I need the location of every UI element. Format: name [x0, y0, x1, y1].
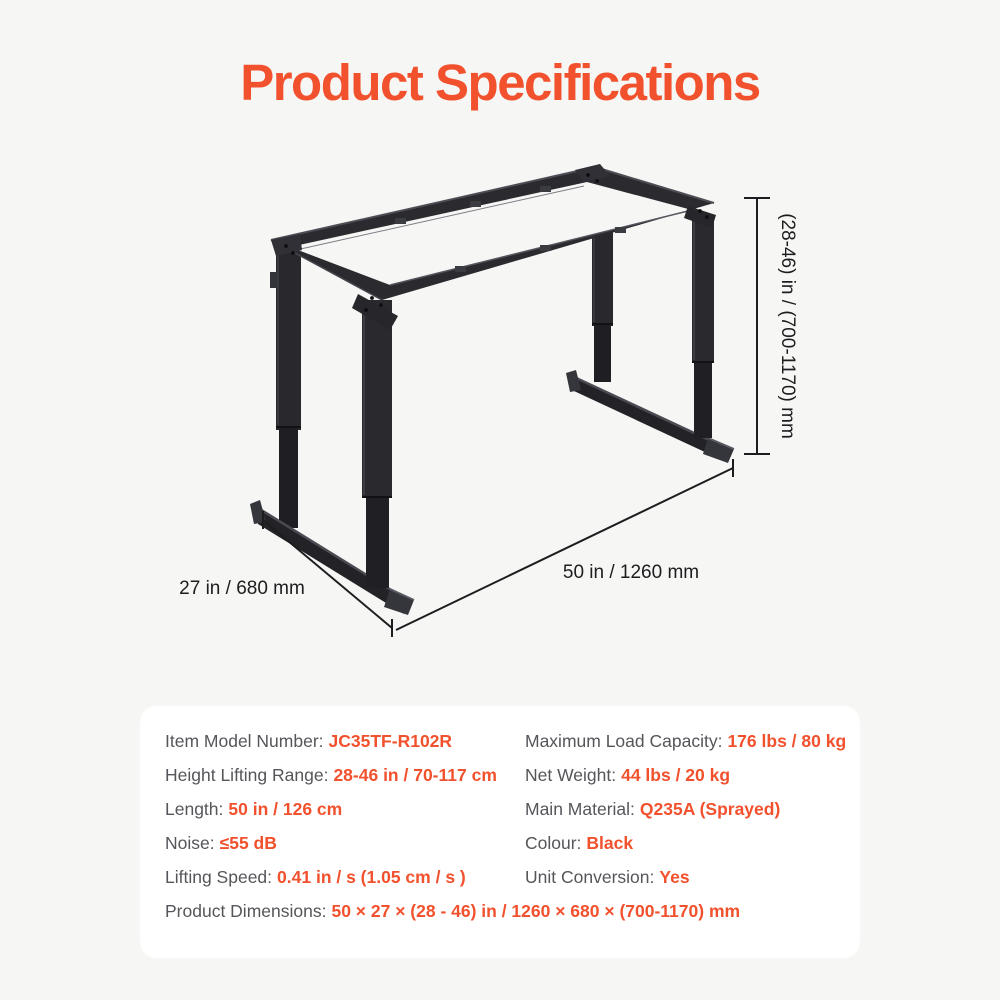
- spec-value: 0.41 in / s (1.05 cm / s ): [277, 867, 466, 887]
- front-right-leg: [692, 216, 714, 438]
- depth-dimension-label: 27 in / 680 mm: [179, 578, 305, 599]
- back-left-leg: [270, 250, 301, 528]
- length-dimension-label: 50 in / 1260 mm: [562, 562, 700, 583]
- length-dimension: [396, 459, 733, 630]
- spec-label: Maximum Load Capacity:: [525, 731, 723, 751]
- height-dimension-label: (28-46) in / (700-1170) mm: [776, 213, 798, 439]
- spec-value: 50 in / 126 cm: [228, 799, 343, 819]
- spec-value: 44 lbs / 20 kg: [621, 765, 731, 785]
- spec-max-load-capacity: [525, 724, 846, 758]
- spec-unit-conversion: [525, 860, 846, 894]
- spec-value: Yes: [659, 867, 690, 887]
- spec-label: Noise:: [165, 833, 215, 853]
- spec-label: Product Dimensions:: [165, 901, 327, 921]
- spec-label: Length:: [165, 799, 224, 819]
- desk-frame-illustration: [130, 140, 890, 660]
- spec-colour: [525, 826, 846, 860]
- height-dimension: [744, 198, 770, 454]
- spec-label: Item Model Number:: [165, 731, 324, 751]
- spec-product-dimensions: [165, 894, 846, 928]
- spec-item-model-number: [165, 724, 525, 758]
- spec-label: Lifting Speed:: [165, 867, 273, 887]
- spec-value: JC35TF-R102R: [328, 731, 453, 751]
- spec-value: ≤55 dB: [219, 833, 277, 853]
- spec-length: [165, 792, 525, 826]
- spec-label: Colour:: [525, 833, 582, 853]
- spec-height-lifting-range: [165, 758, 525, 792]
- front-left-leg: [362, 300, 392, 588]
- spec-value: Q235A (Sprayed): [639, 799, 781, 819]
- spec-label: Main Material:: [525, 799, 635, 819]
- spec-label: Unit Conversion:: [525, 867, 655, 887]
- spec-label: Height Lifting Range:: [165, 765, 329, 785]
- page-title: Product Specifications: [240, 54, 760, 111]
- specs-panel: [140, 706, 860, 958]
- spec-lifting-speed: [165, 860, 525, 894]
- spec-label: Net Weight:: [525, 765, 617, 785]
- spec-value: Black: [586, 833, 634, 853]
- spec-value: 28-46 in / 70-117 cm: [333, 765, 497, 785]
- spec-noise: [165, 826, 525, 860]
- spec-value: 50 × 27 × (28 - 46) in / 1260 × 680 × (700-1170) mm: [331, 901, 741, 921]
- spec-value: 176 lbs / 80 kg: [727, 731, 847, 751]
- spec-net-weight: [525, 758, 846, 792]
- top-frame: [271, 164, 716, 330]
- spec-main-material: [525, 792, 846, 826]
